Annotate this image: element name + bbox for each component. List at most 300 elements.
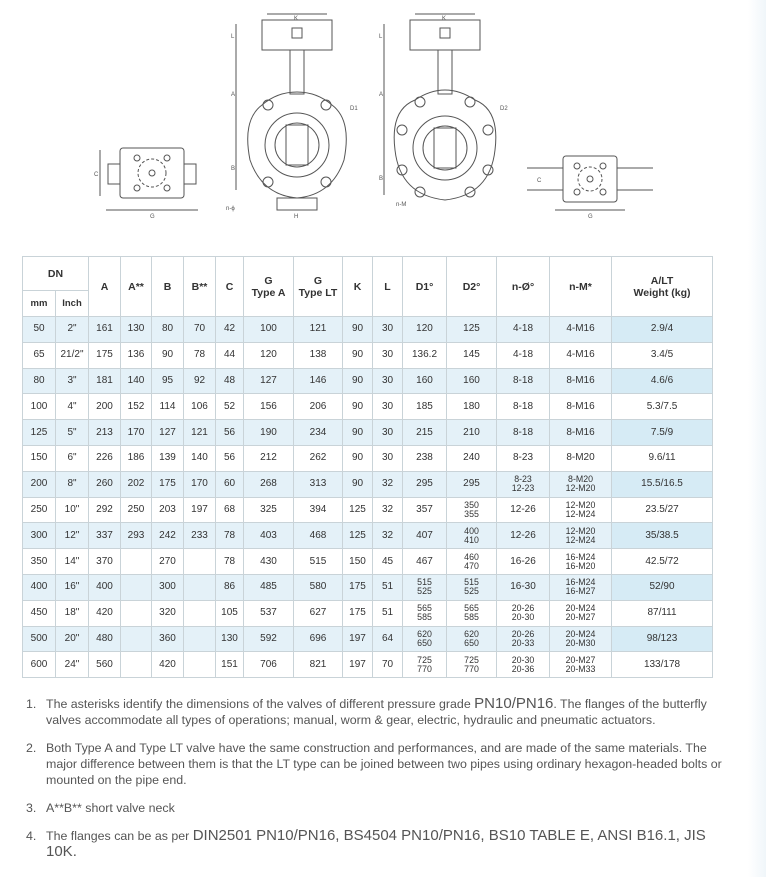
cell-c: 86 — [216, 574, 244, 600]
side-view-drawing-right — [525, 150, 655, 220]
cell-line: 515 — [464, 577, 479, 588]
cell-l: 32 — [373, 471, 403, 497]
cell-b2: 233 — [184, 523, 216, 549]
dim-label-a-lt: A — [379, 92, 384, 98]
note-text-main: The flanges can be as per — [46, 829, 193, 843]
table-row — [23, 523, 713, 549]
note-text-main: Both Type A and Type LT valve have the same construction and performances, and are made of the same materials. The major difference between them is that the LT type can be joined between two pipes using ordinary hexagon-headed bolts or mounted on the pipe end. — [46, 741, 722, 787]
cell-inch: 8" — [56, 471, 89, 497]
cell-k: 150 — [343, 549, 373, 575]
cell-b: 95 — [152, 368, 184, 394]
cell-a: 181 — [89, 368, 121, 394]
cell-mm: 125 — [23, 420, 56, 446]
cell-d2 — [447, 574, 497, 600]
cell-inch: 10" — [56, 497, 89, 523]
cell-b: 139 — [152, 445, 184, 471]
cell-glt: 580 — [294, 574, 343, 600]
cell-mm: 300 — [23, 523, 56, 549]
cell-k: 90 — [343, 368, 373, 394]
cell-d2 — [447, 523, 497, 549]
cell-w: 52/90 — [612, 574, 713, 600]
cell-line: 20-26 — [511, 603, 535, 614]
cell-a: 560 — [89, 652, 121, 678]
cell-mm: 65 — [23, 342, 56, 368]
cell-line: 525 — [464, 586, 479, 597]
cell-nm — [550, 471, 612, 497]
cell-b2: 70 — [184, 317, 216, 343]
cell-l: 32 — [373, 497, 403, 523]
cell-c: 44 — [216, 342, 244, 368]
header-g-type-a — [244, 257, 294, 317]
table-row — [23, 497, 713, 523]
table-row — [23, 471, 713, 497]
cell-nphi: 16-26 — [497, 549, 550, 575]
cell-line: 400 — [464, 525, 479, 536]
cell-nm — [550, 574, 612, 600]
cell-k: 90 — [343, 394, 373, 420]
cell-b2 — [184, 600, 216, 626]
cell-line: 20-M30 — [565, 637, 596, 648]
header-a-short: A** — [121, 257, 152, 317]
cell-w: 4.6/6 — [612, 368, 713, 394]
cell-nphi: 8-18 — [497, 394, 550, 420]
cell-l: 70 — [373, 652, 403, 678]
dim-label-d2: D2 — [500, 106, 508, 112]
cell-nm — [550, 497, 612, 523]
cell-mm: 500 — [23, 626, 56, 652]
cell-a: 370 — [89, 549, 121, 575]
dim-label-g-right: G — [588, 214, 593, 220]
note-text — [46, 828, 726, 860]
cell-d1 — [403, 574, 447, 600]
cell-line: 20-M27 — [565, 612, 596, 623]
cell-w: 9.6/11 — [612, 445, 713, 471]
cell-line: 770 — [417, 663, 432, 674]
cell-nm — [550, 600, 612, 626]
cell-glt: 627 — [294, 600, 343, 626]
cell-ga: 120 — [244, 342, 294, 368]
cell-line: 16-M24 — [565, 577, 596, 588]
cell-d2: 295 — [447, 471, 497, 497]
front-view-drawing-type-a — [222, 10, 372, 230]
cell-w: 7.5/9 — [612, 420, 713, 446]
cell-k: 125 — [343, 523, 373, 549]
dim-label-b-lt: B — [379, 176, 384, 182]
cell-d2: 160 — [447, 368, 497, 394]
cell-l: 30 — [373, 368, 403, 394]
cell-nm: 8-M16 — [550, 394, 612, 420]
cell-c: 105 — [216, 600, 244, 626]
cell-ga: 537 — [244, 600, 294, 626]
cell-d2 — [447, 497, 497, 523]
cell-line: 350 — [464, 499, 479, 510]
cell-ga: 325 — [244, 497, 294, 523]
cell-nphi: 8-18 — [497, 420, 550, 446]
cell-a2 — [121, 549, 152, 575]
dim-label-l: L — [231, 34, 235, 40]
cell-l: 30 — [373, 420, 403, 446]
cell-d2: 145 — [447, 342, 497, 368]
cell-l: 30 — [373, 445, 403, 471]
cell-c: 78 — [216, 523, 244, 549]
note-text-main: The asterisks identify the dimensions of the valves of different pressure grade — [46, 697, 475, 711]
cell-c: 68 — [216, 497, 244, 523]
header-a: A — [89, 257, 121, 317]
cell-d2: 125 — [447, 317, 497, 343]
cell-mm: 400 — [23, 574, 56, 600]
header-d2: D2° — [447, 257, 497, 317]
table-row — [23, 368, 713, 394]
table-row — [23, 652, 713, 678]
dimensions-table-container — [22, 256, 712, 678]
cell-l: 51 — [373, 574, 403, 600]
note-number: 4. — [26, 829, 37, 843]
cell-b: 420 — [152, 652, 184, 678]
dim-label-l-lt: L — [379, 34, 383, 40]
cell-w: 98/123 — [612, 626, 713, 652]
cell-w: 87/111 — [612, 600, 713, 626]
cell-w: 35/38.5 — [612, 523, 713, 549]
cell-nphi: 16-30 — [497, 574, 550, 600]
cell-w: 3.4/5 — [612, 342, 713, 368]
cell-w: 42.5/72 — [612, 549, 713, 575]
cell-a2: 140 — [121, 368, 152, 394]
cell-a2: 293 — [121, 523, 152, 549]
cell-ga: 268 — [244, 471, 294, 497]
note-text — [46, 696, 726, 728]
cell-mm: 450 — [23, 600, 56, 626]
cell-glt: 313 — [294, 471, 343, 497]
cell-a: 213 — [89, 420, 121, 446]
cell-nphi: 8-18 — [497, 368, 550, 394]
cell-inch: 12" — [56, 523, 89, 549]
header-g-type-a-line1: G — [264, 274, 273, 287]
cell-nphi: 4-18 — [497, 342, 550, 368]
cell-ga: 212 — [244, 445, 294, 471]
table-row — [23, 574, 713, 600]
cell-glt: 121 — [294, 317, 343, 343]
cell-a: 337 — [89, 523, 121, 549]
cell-line: 460 — [464, 551, 479, 562]
cell-mm: 50 — [23, 317, 56, 343]
cell-line: 725 — [417, 654, 432, 665]
note-text — [46, 740, 726, 788]
cell-a2: 186 — [121, 445, 152, 471]
cell-a2 — [121, 652, 152, 678]
header-weight-line1: A/LT — [650, 274, 674, 287]
cell-nphi: 12-26 — [497, 497, 550, 523]
header-n-m: n-M* — [550, 257, 612, 317]
cell-nm: 4-M16 — [550, 342, 612, 368]
header-g-type-lt-line2: Type LT — [298, 286, 338, 299]
cell-a2 — [121, 574, 152, 600]
cell-ga: 706 — [244, 652, 294, 678]
cell-glt: 515 — [294, 549, 343, 575]
cell-b2: 106 — [184, 394, 216, 420]
cell-d2 — [447, 626, 497, 652]
table-row — [23, 394, 713, 420]
cell-d1: 407 — [403, 523, 447, 549]
cell-b2 — [184, 652, 216, 678]
cell-c: 56 — [216, 420, 244, 446]
cell-l: 45 — [373, 549, 403, 575]
note-number: 3. — [26, 801, 37, 815]
cell-k: 175 — [343, 574, 373, 600]
cell-inch: 21/2" — [56, 342, 89, 368]
table-row — [23, 600, 713, 626]
cell-b2: 197 — [184, 497, 216, 523]
header-c: C — [216, 257, 244, 317]
cell-line: 16-M20 — [565, 560, 596, 571]
cell-glt: 821 — [294, 652, 343, 678]
cell-line: 16-M27 — [565, 586, 596, 597]
cell-inch: 14" — [56, 549, 89, 575]
cell-k: 90 — [343, 342, 373, 368]
dim-label-b: B — [231, 166, 236, 172]
table-row — [23, 342, 713, 368]
cell-inch: 18" — [56, 600, 89, 626]
cell-w: 15.5/16.5 — [612, 471, 713, 497]
cell-b: 320 — [152, 600, 184, 626]
dim-label-g: G — [150, 214, 155, 220]
header-mm: mm — [23, 291, 56, 317]
note-item — [26, 696, 726, 728]
cell-d1: 238 — [403, 445, 447, 471]
cell-c: 56 — [216, 445, 244, 471]
cell-d1: 357 — [403, 497, 447, 523]
cell-b2: 121 — [184, 420, 216, 446]
cell-line: 20-33 — [511, 637, 535, 648]
cell-a: 200 — [89, 394, 121, 420]
dim-label-k: K — [294, 16, 299, 22]
cell-l: 30 — [373, 394, 403, 420]
header-dn: DN — [23, 257, 89, 291]
cell-d1: 215 — [403, 420, 447, 446]
note-number: 1. — [26, 697, 37, 711]
cell-line: 650 — [417, 637, 432, 648]
cell-d2 — [447, 652, 497, 678]
cell-d1 — [403, 626, 447, 652]
cell-line: 20-M33 — [565, 663, 596, 674]
cell-b: 300 — [152, 574, 184, 600]
cell-a2: 152 — [121, 394, 152, 420]
cell-line: 620 — [464, 628, 479, 639]
cell-a: 175 — [89, 342, 121, 368]
cell-a: 400 — [89, 574, 121, 600]
cell-b: 203 — [152, 497, 184, 523]
cell-line: 12-M20 — [565, 499, 596, 510]
cell-b: 90 — [152, 342, 184, 368]
cell-a: 292 — [89, 497, 121, 523]
cell-nm: 4-M16 — [550, 317, 612, 343]
cell-a2: 130 — [121, 317, 152, 343]
cell-glt: 206 — [294, 394, 343, 420]
header-d1: D1° — [403, 257, 447, 317]
cell-nm — [550, 652, 612, 678]
cell-c: 151 — [216, 652, 244, 678]
cell-a: 161 — [89, 317, 121, 343]
cell-b2: 170 — [184, 471, 216, 497]
cell-ga: 100 — [244, 317, 294, 343]
cell-b: 360 — [152, 626, 184, 652]
cell-d1: 136.2 — [403, 342, 447, 368]
cell-a2 — [121, 626, 152, 652]
cell-line: 20-26 — [511, 628, 535, 639]
cell-line: 16-M24 — [565, 551, 596, 562]
front-view-drawing-type-lt — [370, 10, 520, 225]
header-b: B — [152, 257, 184, 317]
cell-mm: 350 — [23, 549, 56, 575]
cell-ga: 156 — [244, 394, 294, 420]
dim-label-d1: D1 — [350, 106, 358, 112]
cell-ga: 485 — [244, 574, 294, 600]
cell-line: 585 — [417, 612, 432, 623]
cell-c: 52 — [216, 394, 244, 420]
cell-line: 12-M20 — [565, 525, 596, 536]
cell-nphi: 8-23 — [497, 445, 550, 471]
table-row — [23, 626, 713, 652]
cell-ga: 190 — [244, 420, 294, 446]
cell-inch: 4" — [56, 394, 89, 420]
cell-b2: 140 — [184, 445, 216, 471]
cell-glt: 138 — [294, 342, 343, 368]
cell-d2 — [447, 549, 497, 575]
header-b-short: B** — [184, 257, 216, 317]
cell-inch: 2" — [56, 317, 89, 343]
cell-b: 80 — [152, 317, 184, 343]
cell-line: 20-30 — [511, 654, 535, 665]
cell-a: 420 — [89, 600, 121, 626]
cell-c: 78 — [216, 549, 244, 575]
cell-k: 125 — [343, 497, 373, 523]
cell-w: 133/178 — [612, 652, 713, 678]
cell-l: 51 — [373, 600, 403, 626]
cell-nm — [550, 549, 612, 575]
dim-label-n-m: n-M — [396, 202, 407, 208]
cell-d1 — [403, 600, 447, 626]
cell-a2: 136 — [121, 342, 152, 368]
cell-c: 42 — [216, 317, 244, 343]
notes-section — [26, 696, 726, 872]
cell-line: 725 — [464, 654, 479, 665]
header-l: L — [373, 257, 403, 317]
cell-a2: 250 — [121, 497, 152, 523]
cell-ga: 430 — [244, 549, 294, 575]
header-weight — [612, 257, 713, 317]
cell-inch: 3" — [56, 368, 89, 394]
cell-l: 32 — [373, 523, 403, 549]
dim-label-h: H — [294, 214, 299, 220]
cell-d2: 240 — [447, 445, 497, 471]
cell-b2: 78 — [184, 342, 216, 368]
header-g-type-lt-line1: G — [313, 274, 323, 287]
dimensions-table — [22, 256, 713, 678]
dimensions-table-body — [23, 317, 713, 678]
cell-l: 30 — [373, 342, 403, 368]
cell-nphi — [497, 471, 550, 497]
note-item — [26, 800, 726, 816]
note-text-main: A**B** short valve neck — [46, 801, 175, 815]
cell-mm: 80 — [23, 368, 56, 394]
cell-line: 20-M24 — [565, 603, 596, 614]
cell-c: 48 — [216, 368, 244, 394]
note-text — [46, 800, 726, 816]
cell-line: 650 — [464, 637, 479, 648]
dim-label-k-lt: K — [442, 16, 447, 22]
cell-d1 — [403, 652, 447, 678]
header-inch: Inch — [56, 291, 89, 317]
cell-d1: 120 — [403, 317, 447, 343]
cell-line: 12-23 — [511, 483, 535, 494]
cell-nphi: 12-26 — [497, 523, 550, 549]
table-row — [23, 317, 713, 343]
note-text-rest: . The flanges of the butterfly valves accommodate all types of operations; manual, worm & gear, electric, hydraulic and pneumatic actuators. — [46, 697, 707, 727]
cell-k: 175 — [343, 600, 373, 626]
side-view-drawing-left — [92, 140, 212, 220]
header-g-type-a-line2: Type A — [251, 286, 286, 299]
cell-k: 90 — [343, 471, 373, 497]
cell-inch: 20" — [56, 626, 89, 652]
cell-glt: 234 — [294, 420, 343, 446]
cell-line: 8-M20 — [568, 474, 593, 485]
cell-k: 90 — [343, 420, 373, 446]
cell-line: 12-M24 — [565, 534, 596, 545]
cell-c: 130 — [216, 626, 244, 652]
cell-a: 480 — [89, 626, 121, 652]
cell-b2: 92 — [184, 368, 216, 394]
cell-line: 620 — [417, 628, 432, 639]
note-text-standard: PN10/PN16 — [474, 695, 554, 712]
cell-a2: 202 — [121, 471, 152, 497]
cell-line: 12-M20 — [565, 483, 596, 494]
cell-d2 — [447, 600, 497, 626]
header-n-phi: n-Ø° — [497, 257, 550, 317]
dim-label-a: A — [231, 92, 236, 98]
table-row — [23, 420, 713, 446]
cell-d1: 185 — [403, 394, 447, 420]
cell-line: 515 — [417, 577, 432, 588]
cell-a2 — [121, 600, 152, 626]
cell-w: 23.5/27 — [612, 497, 713, 523]
cell-b2 — [184, 574, 216, 600]
cell-k: 90 — [343, 445, 373, 471]
cell-b: 175 — [152, 471, 184, 497]
dim-label-n-phi: n-ϕ — [226, 206, 235, 212]
cell-line: 525 — [417, 586, 432, 597]
header-k: K — [343, 257, 373, 317]
cell-d2: 180 — [447, 394, 497, 420]
cell-line: 585 — [464, 612, 479, 623]
cell-line: 20-M24 — [565, 628, 596, 639]
cell-nm: 8-M16 — [550, 368, 612, 394]
note-number: 2. — [26, 741, 37, 755]
cell-d2: 210 — [447, 420, 497, 446]
cell-line: 12-M24 — [565, 508, 596, 519]
cell-a2: 170 — [121, 420, 152, 446]
header-weight-line2: Weight (kg) — [633, 286, 691, 299]
cell-w: 5.3/7.5 — [612, 394, 713, 420]
cell-d1: 295 — [403, 471, 447, 497]
cell-glt: 262 — [294, 445, 343, 471]
cell-mm: 100 — [23, 394, 56, 420]
cell-inch: 5" — [56, 420, 89, 446]
header-g-type-lt — [294, 257, 343, 317]
cell-line: 470 — [464, 560, 479, 571]
cell-d1: 160 — [403, 368, 447, 394]
cell-line: 8-23 — [514, 474, 532, 485]
cell-ga: 592 — [244, 626, 294, 652]
cell-b2 — [184, 549, 216, 575]
